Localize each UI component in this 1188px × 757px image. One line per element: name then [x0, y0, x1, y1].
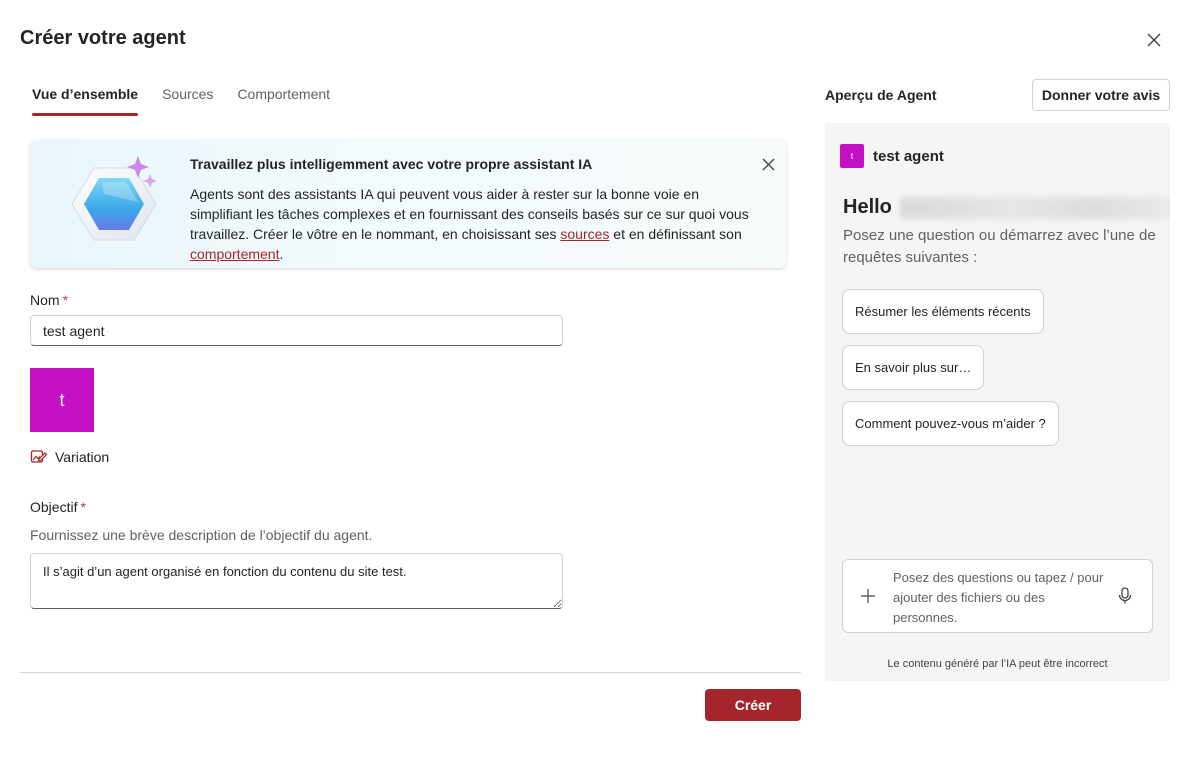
banner-text: et en définissant son: [609, 226, 742, 242]
agent-preview-panel: [825, 123, 1170, 681]
objective-textarea[interactable]: [30, 553, 563, 609]
suggestion-chip[interactable]: Résumer les éléments récents: [842, 289, 1044, 334]
required-mark: *: [80, 499, 86, 515]
objective-hint: Fournissez une brève description de l’objectif du agent.: [30, 527, 373, 543]
tab-sources[interactable]: Sources: [162, 86, 214, 102]
name-label: [30, 292, 68, 308]
greeting: [843, 196, 1170, 219]
close-icon: [762, 158, 775, 171]
close-icon: [1146, 32, 1162, 48]
intro-banner: [30, 140, 786, 268]
close-dialog-button[interactable]: [1142, 28, 1166, 52]
plus-icon: [860, 588, 876, 604]
objective-label-text: Objectif: [30, 499, 78, 515]
agent-illustration-icon: [64, 154, 164, 254]
tab-list: [20, 78, 342, 118]
preview-agent-avatar: t: [840, 144, 864, 168]
suggestion-chip[interactable]: Comment pouvez-vous m’aider ?: [842, 401, 1059, 446]
create-button[interactable]: Créer: [705, 689, 801, 721]
sources-link[interactable]: sources: [560, 226, 610, 242]
dismiss-banner-button[interactable]: [759, 155, 777, 173]
banner-title: Travaillez plus intelligemment avec votre propre assistant IA: [190, 156, 593, 172]
microphone-icon: [1118, 587, 1132, 605]
prompt-text: Posez une question ou démarrez avec l’une de requêtes suivantes :: [843, 227, 1156, 266]
chat-composer[interactable]: [842, 559, 1153, 633]
name-label-text: Nom: [30, 292, 60, 308]
agent-avatar: t: [30, 368, 94, 432]
banner-text: Agents sont des assistants IA qui peuvent vous aider à rester sur la bonne voie en simplifiant les tâches complexes et en fournissant des conseils basés sur ce sur quoi vous travaillez. Créer le vôtre en le nommant, en choisissant ses: [190, 186, 749, 242]
name-input[interactable]: [30, 315, 563, 346]
preview-agent-header: [840, 144, 944, 168]
variation-label: Variation: [55, 448, 110, 465]
add-attachment-button[interactable]: [857, 585, 879, 607]
required-mark: *: [62, 292, 69, 308]
dialog-title: Créer votre agent: [20, 27, 186, 49]
objective-label: [30, 499, 86, 515]
redacted-user-name: [900, 197, 1170, 219]
variation-button[interactable]: [30, 448, 109, 465]
tab-overview[interactable]: Vue d’ensemble: [20, 78, 150, 118]
microphone-button[interactable]: [1115, 585, 1135, 607]
preview-title: Aperçu de Agent: [825, 87, 937, 103]
tab-behavior[interactable]: Comportement: [237, 86, 331, 102]
ai-disclaimer: Le contenu généré par l’IA peut être incorrect: [887, 658, 1108, 670]
banner-text: .: [279, 246, 284, 262]
image-edit-icon: [30, 448, 47, 465]
feedback-button[interactable]: Donner votre avis: [1032, 79, 1170, 111]
preview-agent-name: test agent: [873, 147, 944, 165]
greeting-text: Hello: [843, 196, 892, 218]
banner-body: [190, 184, 758, 264]
composer-placeholder[interactable]: Posez des questions ou tapez / pour ajouter des fichiers ou des personnes.: [893, 570, 1104, 625]
suggestion-chip[interactable]: En savoir plus sur…: [842, 345, 984, 390]
behavior-link[interactable]: comportement: [190, 246, 280, 262]
footer-divider: [20, 672, 801, 673]
